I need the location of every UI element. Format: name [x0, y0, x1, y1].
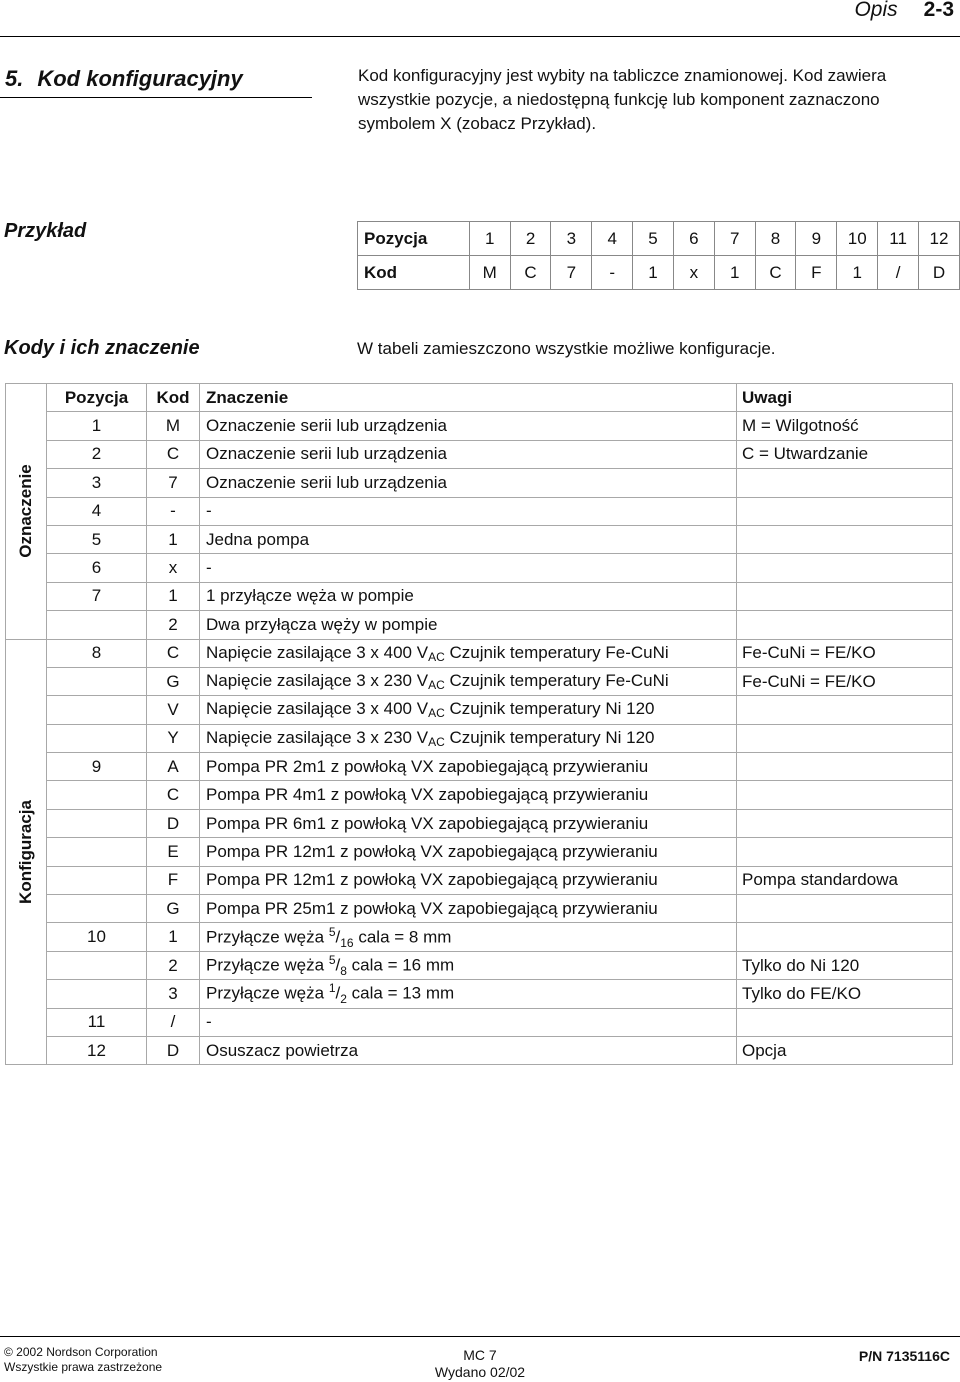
cell-pozycja: 6 — [47, 554, 147, 582]
fraction-denominator: 8 — [340, 964, 347, 979]
example-code-cell: / — [878, 256, 919, 290]
cell-kod: 2 — [147, 611, 200, 639]
cell-znaczenie: Przyłącze węża $^5/_8$ cala = 16 mm — [200, 951, 737, 979]
table-row — [6, 980, 953, 1008]
table-row — [6, 724, 953, 752]
meaning-text: Przyłącze węża — [206, 955, 329, 975]
cell-kod: x — [147, 554, 200, 582]
example-position-cell: 12 — [919, 222, 960, 256]
header-rule — [0, 36, 960, 37]
table-row — [6, 753, 953, 781]
section-rule — [0, 97, 312, 98]
example-code-cell: M — [469, 256, 510, 290]
cell-kod: Y — [147, 724, 200, 752]
cell-kod: C — [147, 781, 200, 809]
footer-part-number: P/N 7135116C — [858, 1348, 950, 1364]
cell-pozycja — [47, 895, 147, 923]
group-label-oznaczenie: Oznaczenie — [16, 464, 35, 559]
cell-pozycja — [47, 980, 147, 1008]
cell-kod: G — [147, 895, 200, 923]
cell-uwagi — [737, 923, 953, 951]
cell-uwagi: M = Wilgotność — [737, 412, 953, 440]
voltage-subscript: AC — [428, 706, 445, 721]
cell-kod: 1 — [147, 525, 200, 553]
fraction-denominator: 16 — [340, 935, 354, 950]
section-title — [5, 66, 243, 92]
table-row — [6, 639, 953, 667]
table-row — [6, 951, 953, 979]
cell-uwagi: Fe-CuNi = FE/KO — [737, 667, 953, 695]
cell-pozycja: 10 — [47, 923, 147, 951]
table-row — [6, 923, 953, 951]
cell-znaczenie: Pompa PR 4m1 z powłoką VX zapobiegającą przywieraniu — [200, 781, 737, 809]
cell-kod: - — [147, 497, 200, 525]
cell-uwagi — [737, 611, 953, 639]
cell-znaczenie: - — [200, 554, 737, 582]
fraction-numerator: 5 — [328, 952, 336, 967]
table-row — [6, 497, 953, 525]
example-code-cell: 1 — [633, 256, 674, 290]
cell-uwagi — [737, 838, 953, 866]
cell-pozycja — [47, 696, 147, 724]
cell-uwagi: C = Utwardzanie — [737, 440, 953, 468]
cell-znaczenie: Przyłącze węża $^5/_{16}$ cala = 8 mm — [200, 923, 737, 951]
cell-znaczenie — [200, 724, 737, 752]
example-position-cell: 6 — [673, 222, 714, 256]
section-title-text: Kod konfiguracyjny — [37, 66, 243, 91]
table-row — [6, 582, 953, 610]
cell-pozycja: 3 — [47, 469, 147, 497]
cell-znaczenie: Dwa przyłącza węży w pompie — [200, 611, 737, 639]
header-uwagi: Uwagi — [737, 384, 953, 412]
page-number: 2-3 — [923, 0, 954, 21]
example-row-label: Kod — [358, 256, 470, 290]
footer-center — [0, 1347, 960, 1381]
cell-uwagi: Pompa standardowa — [737, 866, 953, 894]
example-code-cell: D — [919, 256, 960, 290]
cell-znaczenie: Jedna pompa — [200, 525, 737, 553]
meaning-text: Przyłącze węża — [206, 984, 329, 1004]
cell-kod: F — [147, 866, 200, 894]
cell-uwagi — [737, 582, 953, 610]
cell-pozycja: 1 — [47, 412, 147, 440]
cell-kod: A — [147, 753, 200, 781]
cell-znaczenie: Osuszacz powietrza — [200, 1036, 737, 1064]
cell-znaczenie: Pompa PR 2m1 z powłoką VX zapobiegającą przywieraniu — [200, 753, 737, 781]
cell-znaczenie — [200, 667, 737, 695]
cell-kod: 1 — [147, 923, 200, 951]
header-kod: Kod — [147, 384, 200, 412]
example-code-cell: 1 — [714, 256, 755, 290]
group-label-konfiguracja: Konfiguracja — [16, 799, 35, 904]
cell-znaczenie: - — [200, 497, 737, 525]
cell-znaczenie: Oznaczenie serii lub urządzenia — [200, 469, 737, 497]
table-row — [6, 412, 953, 440]
config-table — [5, 383, 953, 1065]
example-position-cell: 4 — [592, 222, 633, 256]
meaning-text: cala = 13 mm — [346, 984, 455, 1004]
footer-copyright: © 2002 Nordson Corporation — [4, 1345, 158, 1359]
cell-pozycja: 2 — [47, 440, 147, 468]
cell-znaczenie: Pompa PR 12m1 z powłoką VX zapobiegającą przywieraniu — [200, 866, 737, 894]
cell-uwagi — [737, 469, 953, 497]
table-row — [6, 1008, 953, 1036]
cell-pozycja: 11 — [47, 1008, 147, 1036]
cell-uwagi — [737, 753, 953, 781]
example-row-codes — [358, 256, 960, 290]
fraction-denominator: 2 — [340, 992, 347, 1007]
cell-kod: D — [147, 809, 200, 837]
section-intro: Kod konfiguracyjny jest wybity na tabliczce znamionowej. Kod zawiera wszystkie pozycje, a niedostępną funkcję lub komponent zaznaczono symbolem X (zobacz Przykład). — [358, 66, 887, 133]
cell-kod: C — [147, 440, 200, 468]
meaning-text: Czujnik temperatury Ni 120 — [444, 727, 655, 747]
table-row — [6, 440, 953, 468]
cell-pozycja — [47, 781, 147, 809]
page-header — [854, 0, 954, 22]
header-znaczenie: Znaczenie — [200, 384, 737, 412]
fraction-numerator: 1 — [328, 981, 336, 996]
voltage-subscript: AC — [428, 649, 445, 664]
meaning-text: Napięcie zasilające 3 x 400 V — [206, 699, 429, 719]
cell-znaczenie: Oznaczenie serii lub urządzenia — [200, 440, 737, 468]
voltage-subscript: AC — [428, 734, 445, 749]
cell-uwagi: Tylko do Ni 120 — [737, 951, 953, 979]
meaning-text: Przyłącze węża — [206, 927, 329, 947]
example-code-cell: x — [673, 256, 714, 290]
cell-kod: G — [147, 667, 200, 695]
example-code-cell: C — [755, 256, 796, 290]
example-code-cell: C — [510, 256, 551, 290]
cell-kod: 2 — [147, 951, 200, 979]
cell-kod: M — [147, 412, 200, 440]
cell-pozycja: 9 — [47, 753, 147, 781]
example-position-cell: 7 — [714, 222, 755, 256]
table-header-row — [6, 384, 953, 412]
cell-uwagi — [737, 724, 953, 752]
cell-znaczenie — [200, 639, 737, 667]
cell-pozycja: 7 — [47, 582, 147, 610]
example-row-label: Pozycja — [358, 222, 470, 256]
cell-znaczenie: Pompa PR 25m1 z powłoką VX zapobiegającą przywieraniu — [200, 895, 737, 923]
example-position-cell: 11 — [878, 222, 919, 256]
example-table — [357, 221, 960, 290]
example-position-cell: 8 — [755, 222, 796, 256]
cell-pozycja — [47, 667, 147, 695]
cell-uwagi: Opcja — [737, 1036, 953, 1064]
codes-description: W tabeli zamieszczono wszystkie możliwe konfiguracje. — [357, 339, 776, 358]
footer-rule — [0, 1336, 960, 1337]
cell-znaczenie: - — [200, 1008, 737, 1036]
group-cell-konfiguracja — [6, 639, 47, 1065]
codes-label: Kody i ich znaczenie — [4, 337, 200, 359]
header-title: Opis — [854, 0, 898, 21]
cell-kod: D — [147, 1036, 200, 1064]
cell-kod: V — [147, 696, 200, 724]
example-position-cell: 2 — [510, 222, 551, 256]
table-row — [6, 809, 953, 837]
cell-uwagi: Fe-CuNi = FE/KO — [737, 639, 953, 667]
example-code-cell: 7 — [551, 256, 592, 290]
meaning-text: Czujnik temperatury Ni 120 — [444, 699, 655, 719]
table-row — [6, 866, 953, 894]
cell-pozycja — [47, 724, 147, 752]
cell-pozycja — [47, 611, 147, 639]
cell-uwagi — [737, 525, 953, 553]
cell-pozycja — [47, 951, 147, 979]
cell-znaczenie: Przyłącze węża $^1/_2$ cala = 13 mm — [200, 980, 737, 1008]
example-position-cell: 9 — [796, 222, 837, 256]
example-position-cell: 10 — [837, 222, 878, 256]
footer-issue: Wydano 02/02 — [434, 1364, 526, 1380]
table-row — [6, 895, 953, 923]
table-row — [6, 525, 953, 553]
meaning-text: cala = 8 mm — [353, 927, 452, 947]
fraction-numerator: 5 — [328, 924, 336, 939]
cell-uwagi — [737, 895, 953, 923]
footer-rights: Wszystkie prawa zastrzeżone — [4, 1360, 163, 1374]
table-row — [6, 469, 953, 497]
meaning-text: Napięcie zasilające 3 x 400 V — [206, 642, 429, 662]
example-position-cell: 3 — [551, 222, 592, 256]
footer-model: MC 7 — [463, 1347, 497, 1363]
cell-znaczenie: Pompa PR 6m1 z powłoką VX zapobiegającą przywieraniu — [200, 809, 737, 837]
cell-kod: 7 — [147, 469, 200, 497]
group-cell-oznaczenie — [6, 384, 47, 640]
example-code-cell: - — [592, 256, 633, 290]
example-row-positions — [358, 222, 960, 256]
cell-znaczenie: 1 przyłącze węża w pompie — [200, 582, 737, 610]
header-pozycja: Pozycja — [47, 384, 147, 412]
cell-uwagi — [737, 781, 953, 809]
meaning-text: Napięcie zasilające 3 x 230 V — [206, 727, 429, 747]
example-position-cell: 5 — [633, 222, 674, 256]
cell-kod: C — [147, 639, 200, 667]
cell-uwagi — [737, 809, 953, 837]
meaning-text: Czujnik temperatury Fe-CuNi — [444, 642, 669, 662]
table-row — [6, 667, 953, 695]
example-position-cell: 1 — [469, 222, 510, 256]
cell-znaczenie: Pompa PR 12m1 z powłoką VX zapobiegającą przywieraniu — [200, 838, 737, 866]
cell-pozycja — [47, 866, 147, 894]
cell-pozycja: 12 — [47, 1036, 147, 1064]
example-code-cell: 1 — [837, 256, 878, 290]
cell-kod: 3 — [147, 980, 200, 1008]
cell-kod: 1 — [147, 582, 200, 610]
cell-uwagi — [737, 696, 953, 724]
cell-znaczenie — [200, 696, 737, 724]
cell-pozycja — [47, 838, 147, 866]
cell-uwagi — [737, 497, 953, 525]
table-row — [6, 1036, 953, 1064]
cell-kod: E — [147, 838, 200, 866]
cell-pozycja: 4 — [47, 497, 147, 525]
table-row — [6, 838, 953, 866]
cell-kod: / — [147, 1008, 200, 1036]
example-code-cell: F — [796, 256, 837, 290]
cell-uwagi — [737, 1008, 953, 1036]
cell-pozycja: 5 — [47, 525, 147, 553]
table-row — [6, 611, 953, 639]
cell-pozycja: 8 — [47, 639, 147, 667]
cell-pozycja — [47, 809, 147, 837]
voltage-subscript: AC — [428, 678, 445, 693]
cell-uwagi: Tylko do FE/KO — [737, 980, 953, 1008]
table-row — [6, 554, 953, 582]
table-row — [6, 781, 953, 809]
meaning-text: Czujnik temperatury Fe-CuNi — [444, 671, 669, 691]
cell-uwagi — [737, 554, 953, 582]
section-number: 5. — [5, 66, 24, 91]
example-label: Przykład — [4, 220, 87, 242]
meaning-text: Napięcie zasilające 3 x 230 V — [206, 671, 429, 691]
meaning-text: cala = 16 mm — [346, 955, 455, 975]
cell-znaczenie: Oznaczenie serii lub urządzenia — [200, 412, 737, 440]
config-table-body — [6, 384, 953, 1065]
table-row — [6, 696, 953, 724]
